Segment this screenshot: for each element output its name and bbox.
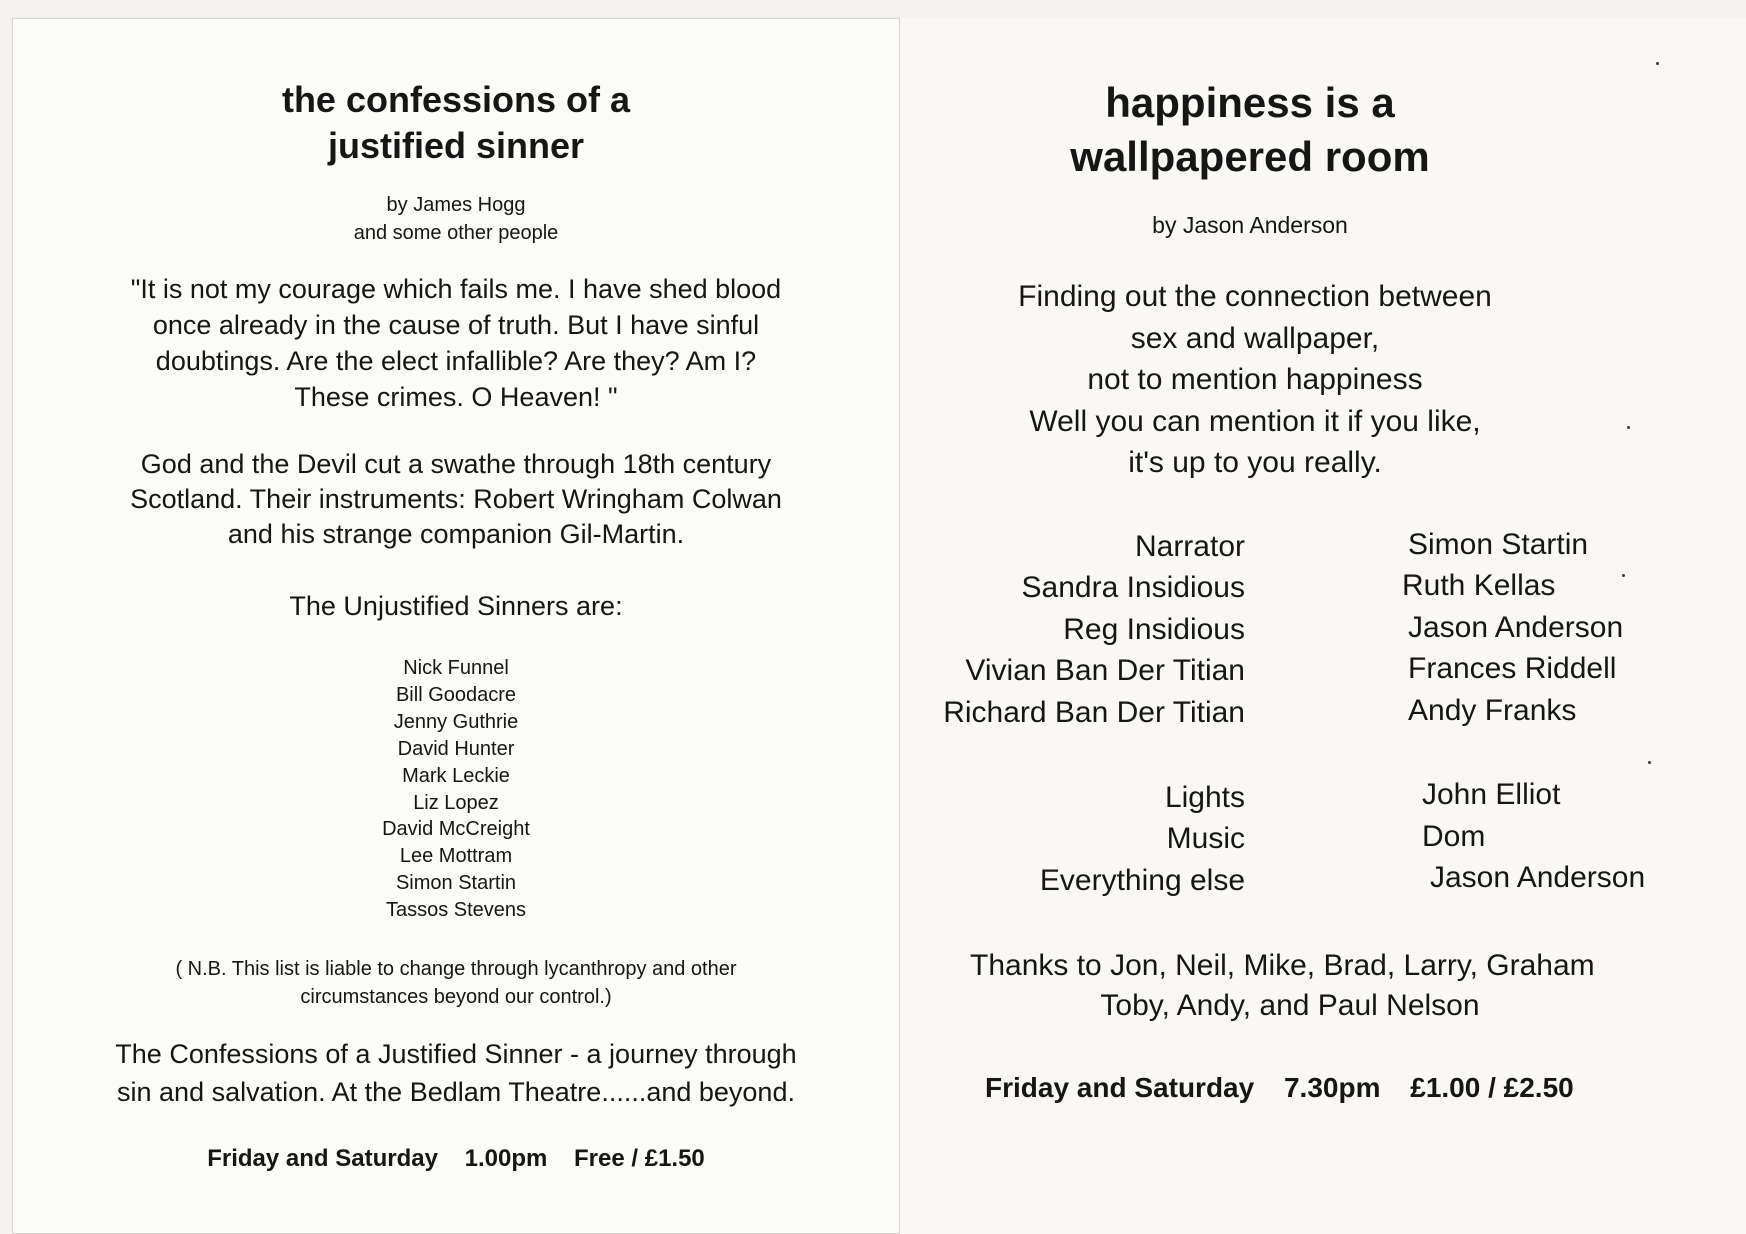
synopsis-line: Scotland. Their instruments: Robert Wringham Colwan xyxy=(130,484,782,514)
crew-name: John Elliot xyxy=(1422,778,1561,811)
list-item: Liz Lopez xyxy=(413,791,499,814)
cast-name: Simon Startin xyxy=(1408,528,1589,561)
synopsis-line: Finding out the connection between xyxy=(1018,280,1492,313)
cast-role: Vivian Ban Der Titian xyxy=(965,654,1245,687)
note-line: circumstances beyond our control.) xyxy=(300,986,612,1008)
thanks-line: Thanks to Jon, Neil, Mike, Brad, Larry, Graham xyxy=(970,949,1595,982)
crew-role: Lights xyxy=(1164,781,1245,814)
synopsis-line: and his strange companion Gil-Martin. xyxy=(227,519,685,549)
title-line: the confessions of a xyxy=(281,79,631,120)
print-speck xyxy=(1622,574,1625,577)
synopsis-line: it's up to you really. xyxy=(1128,446,1382,479)
crew-role: Everything else xyxy=(1039,864,1245,897)
byline xyxy=(13,191,899,247)
cast-name: Frances Riddell xyxy=(1408,652,1617,685)
list-item: Tassos Stevens xyxy=(385,899,527,922)
right-page xyxy=(900,18,1746,1234)
cast-role: Sandra Insidious xyxy=(1021,571,1245,604)
performance-days: Friday and Saturday xyxy=(207,1145,438,1172)
title-line: happiness is a xyxy=(1105,79,1395,126)
cast-heading: The Unjustified Sinners are: xyxy=(289,591,623,621)
performance-info xyxy=(13,1145,899,1173)
synopsis xyxy=(900,276,1610,484)
performance-info xyxy=(985,1072,1596,1104)
author-line: by James Hogg xyxy=(386,194,526,216)
crew-name: Dom xyxy=(1422,820,1486,853)
performance-price: Free / £1.50 xyxy=(574,1145,705,1172)
list-item: Simon Startin xyxy=(395,872,517,895)
crew-name: Jason Anderson xyxy=(1430,861,1646,894)
cast-name: Jason Anderson xyxy=(1408,611,1624,644)
performance-days: Friday and Saturday xyxy=(985,1072,1255,1103)
cast-list xyxy=(13,655,899,924)
quote-line: These crimes. O Heaven! " xyxy=(294,382,618,412)
list-item: Mark Leckie xyxy=(402,764,510,787)
performance-time: 7.30pm xyxy=(1283,1072,1381,1103)
quote-line: "It is not my courage which fails me. I have shed blood xyxy=(130,274,782,304)
play-title-confessions xyxy=(13,77,899,169)
closing-line: sin and salvation. At the Bedlam Theatre......and beyond. xyxy=(117,1077,795,1107)
title-line: wallpapered room xyxy=(1070,133,1430,180)
title-line: justified sinner xyxy=(327,125,585,166)
cast-role: Narrator xyxy=(1134,530,1245,563)
closing-line: The Confessions of a Justified Sinner - a journey through xyxy=(115,1039,797,1069)
note-line: ( N.B. This list is liable to change through lycanthropy and other xyxy=(175,958,737,980)
list-item: Bill Goodacre xyxy=(395,683,517,706)
synopsis-line: sex and wallpaper, xyxy=(1130,321,1380,355)
cast-note xyxy=(13,955,899,1011)
print-speck xyxy=(1648,761,1651,764)
list-item: David Hunter xyxy=(397,737,515,760)
cast-name: Ruth Kellas xyxy=(1402,569,1556,602)
performance-price: £1.00 / £2.50 xyxy=(1410,1072,1574,1103)
left-page xyxy=(12,18,900,1234)
quote xyxy=(13,271,899,415)
synopsis xyxy=(13,447,899,552)
cast-name: Andy Franks xyxy=(1408,694,1577,727)
list-item: Jenny Guthrie xyxy=(393,710,519,733)
byline: by Jason Anderson xyxy=(1152,212,1348,238)
quote-line: once already in the cause of truth. But I have sinful xyxy=(152,310,760,340)
quote-line: doubtings. Are the elect infallible? Are they? Am I? xyxy=(155,346,757,376)
print-speck xyxy=(1656,62,1659,65)
crew-role: Music xyxy=(1166,822,1245,855)
play-title-happiness xyxy=(900,76,1600,184)
list-item: David McCreight xyxy=(382,818,530,841)
performance-time: 1.00pm xyxy=(464,1145,548,1172)
author-line: and some other people xyxy=(353,222,559,244)
cast-role: Reg Insidious xyxy=(1063,613,1245,646)
list-item: Nick Funnel xyxy=(403,657,509,679)
synopsis-line: Well you can mention it if you like, xyxy=(1029,404,1481,438)
list-item: Lee Mottram xyxy=(399,845,513,868)
cast-role: Richard Ban Der Titian xyxy=(943,696,1245,729)
thanks-line: Toby, Andy, and Paul Nelson xyxy=(1100,989,1480,1022)
print-speck xyxy=(1627,426,1630,429)
closing-blurb xyxy=(13,1035,899,1111)
synopsis-line: God and the Devil cut a swathe through 18th century xyxy=(140,449,772,479)
synopsis-line: not to mention happiness xyxy=(1087,363,1423,396)
